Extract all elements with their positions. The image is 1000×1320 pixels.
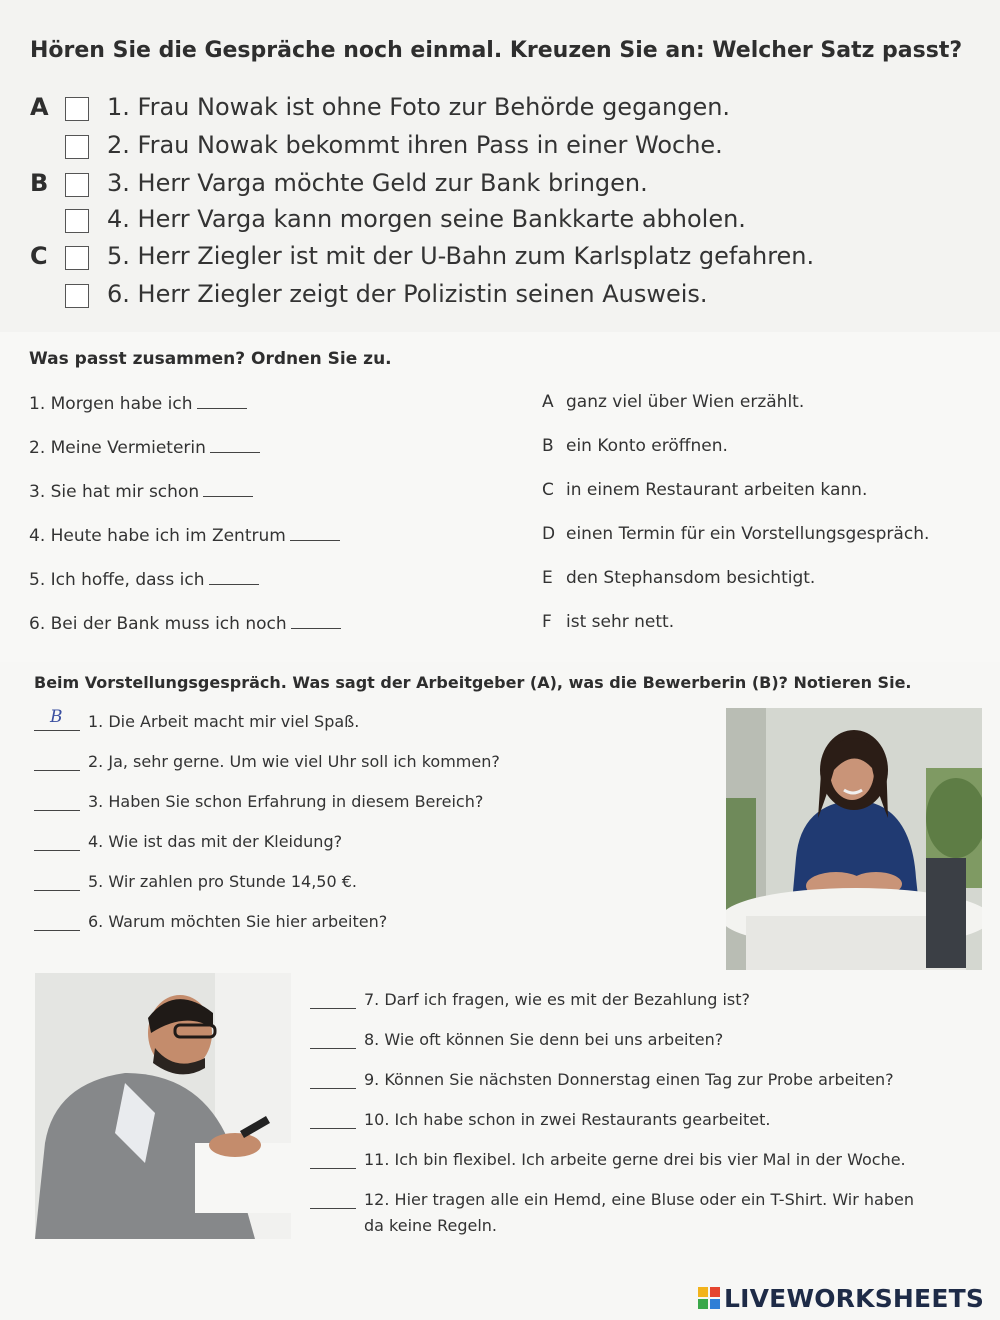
option-letter: C xyxy=(542,480,554,500)
dialogue-item xyxy=(310,1110,770,1134)
answer-blank-dialogue-10[interactable] xyxy=(310,1111,356,1129)
dialogue-item xyxy=(34,752,500,776)
dialogue-text: 1. Die Arbeit macht mir viel Spaß. xyxy=(88,712,360,731)
exercise-3-title: Beim Vorstellungsgespräch. Was sagt der Arbeitgeber (A), was die Bewerberin (B)? Notieren Sie. xyxy=(34,673,912,692)
dialogue-item xyxy=(34,792,483,816)
dialogue-text: 12. Hier tragen alle ein Hemd, eine Bluse oder ein T-Shirt. Wir haben xyxy=(364,1190,914,1209)
matching-right-item xyxy=(542,392,804,412)
exercise-2-title: Was passt zusammen? Ordnen Sie zu. xyxy=(29,349,392,369)
checkbox-6[interactable] xyxy=(65,284,89,308)
liveworksheets-logo xyxy=(698,1284,984,1316)
left-item-text: 6. Bei der Bank muss ich noch xyxy=(29,614,287,634)
answer-blank-5[interactable] xyxy=(209,573,259,585)
matching-left-item xyxy=(29,394,247,414)
matching-left-item xyxy=(29,614,341,634)
item-text: 3. Herr Varga möchte Geld zur Bank bringen. xyxy=(107,169,648,197)
exercise-1-item xyxy=(0,205,1000,239)
answer-blank-2[interactable] xyxy=(210,441,260,453)
option-letter: A xyxy=(542,392,554,412)
dialogue-text: 2. Ja, sehr gerne. Um wie viel Uhr soll ich kommen? xyxy=(88,752,500,771)
dialogue-item xyxy=(310,1070,894,1094)
dialogue-item xyxy=(34,912,387,936)
woman-illustration xyxy=(726,708,982,970)
option-text: ein Konto eröffnen. xyxy=(566,436,728,456)
man-illustration xyxy=(35,973,291,1239)
dialogue-text: 3. Haben Sie schon Erfahrung in diesem Bereich? xyxy=(88,792,484,811)
item-group-letter: B xyxy=(30,169,49,197)
item-text: 6. Herr Ziegler zeigt der Polizistin seinen Ausweis. xyxy=(107,280,708,308)
handwritten-answer: B xyxy=(50,707,63,727)
option-text: einen Termin für ein Vorstellungsgespräch. xyxy=(566,524,930,544)
exercise-true-false xyxy=(0,0,1000,332)
logo-grid-icon xyxy=(698,1287,720,1309)
option-letter: D xyxy=(542,524,556,544)
item-text: 5. Herr Ziegler ist mit der U-Bahn zum Karlsplatz gefahren. xyxy=(107,242,815,270)
answer-blank-1[interactable] xyxy=(197,397,247,409)
dialogue-text: 6. Warum möchten Sie hier arbeiten? xyxy=(88,912,388,931)
exercise-1-item xyxy=(0,93,1000,127)
dialogue-item xyxy=(310,1030,723,1054)
dialogue-text: 4. Wie ist das mit der Kleidung? xyxy=(88,832,343,851)
answer-blank-dialogue-7[interactable] xyxy=(310,991,356,1009)
exercise-matching xyxy=(0,332,1000,662)
answer-blank-dialogue-1[interactable] xyxy=(34,707,80,731)
answer-blank-dialogue-9[interactable] xyxy=(310,1071,356,1089)
dialogue-item xyxy=(310,1150,906,1174)
left-item-text: 4. Heute habe ich im Zentrum xyxy=(29,526,286,546)
answer-blank-dialogue-12[interactable] xyxy=(310,1191,356,1209)
matching-right-item xyxy=(542,612,674,632)
dialogue-text: 10. Ich habe schon in zwei Restaurants gearbeitet. xyxy=(364,1110,771,1129)
answer-blank-3[interactable] xyxy=(203,485,253,497)
logo-text: LIVEWORKSHEETS xyxy=(724,1284,985,1313)
checkbox-2[interactable] xyxy=(65,135,89,159)
matching-right-item xyxy=(542,480,867,500)
answer-blank-dialogue-8[interactable] xyxy=(310,1031,356,1049)
answer-blank-dialogue-11[interactable] xyxy=(310,1151,356,1169)
exercise-1-item xyxy=(0,169,1000,203)
checkbox-1[interactable] xyxy=(65,97,89,121)
item-text: 1. Frau Nowak ist ohne Foto zur Behörde gegangen. xyxy=(107,93,731,121)
item-group-letter: A xyxy=(30,93,49,121)
dialogue-text-continuation xyxy=(364,1216,497,1240)
checkbox-4[interactable] xyxy=(65,209,89,233)
option-text: ist sehr nett. xyxy=(566,612,675,632)
dialogue-text: da keine Regeln. xyxy=(364,1216,498,1235)
option-letter: F xyxy=(542,612,552,632)
matching-left-item xyxy=(29,570,259,590)
answer-blank-dialogue-3[interactable] xyxy=(34,793,80,811)
answer-blank-dialogue-2[interactable] xyxy=(34,753,80,771)
item-group-letter: C xyxy=(30,242,48,270)
answer-blank-4[interactable] xyxy=(290,529,340,541)
dialogue-item xyxy=(34,872,357,896)
dialogue-item xyxy=(310,1190,914,1214)
exercise-1-item xyxy=(0,131,1000,165)
dialogue-text: 7. Darf ich fragen, wie es mit der Bezahlung ist? xyxy=(364,990,751,1009)
checkbox-3[interactable] xyxy=(65,173,89,197)
answer-blank-dialogue-6[interactable] xyxy=(34,913,80,931)
dialogue-item xyxy=(310,990,750,1014)
answer-blank-6[interactable] xyxy=(291,617,341,629)
option-text: ganz viel über Wien erzählt. xyxy=(566,392,805,412)
dialogue-text: 9. Können Sie nächsten Donnerstag einen Tag zur Probe arbeiten? xyxy=(364,1070,894,1089)
dialogue-text: 11. Ich bin flexibel. Ich arbeite gerne drei bis vier Mal in der Woche. xyxy=(364,1150,906,1169)
matching-right-item xyxy=(542,436,728,456)
left-item-text: 1. Morgen habe ich xyxy=(29,394,193,414)
option-text: den Stephansdom besichtigt. xyxy=(566,568,816,588)
exercise-1-item xyxy=(0,242,1000,276)
dialogue-text: 8. Wie oft können Sie denn bei uns arbeiten? xyxy=(364,1030,724,1049)
dialogue-text: 5. Wir zahlen pro Stunde 14,50 €. xyxy=(88,872,357,891)
matching-left-item xyxy=(29,438,260,458)
option-letter: B xyxy=(542,436,554,456)
checkbox-5[interactable] xyxy=(65,246,89,270)
item-text: 4. Herr Varga kann morgen seine Bankkarte abholen. xyxy=(107,205,746,233)
dialogue-item xyxy=(34,832,342,856)
photo-employer-man xyxy=(35,973,291,1239)
answer-blank-dialogue-5[interactable] xyxy=(34,873,80,891)
matching-left-item xyxy=(29,482,253,502)
matching-left-item xyxy=(29,526,340,546)
option-text: in einem Restaurant arbeiten kann. xyxy=(566,480,868,500)
option-letter: E xyxy=(542,568,553,588)
matching-right-item xyxy=(542,568,815,588)
item-text: 2. Frau Nowak bekommt ihren Pass in einer Woche. xyxy=(107,131,723,159)
answer-blank-dialogue-4[interactable] xyxy=(34,833,80,851)
photo-applicant-woman xyxy=(726,708,982,970)
exercise-1-item xyxy=(0,280,1000,314)
matching-right-item xyxy=(542,524,929,544)
left-item-text: 2. Meine Vermieterin xyxy=(29,438,206,458)
left-item-text: 3. Sie hat mir schon xyxy=(29,482,200,502)
left-item-text: 5. Ich hoffe, dass ich xyxy=(29,570,205,590)
exercise-1-title: Hören Sie die Gespräche noch einmal. Kreuzen Sie an: Welcher Satz passt? xyxy=(30,38,963,63)
dialogue-item xyxy=(34,707,360,736)
